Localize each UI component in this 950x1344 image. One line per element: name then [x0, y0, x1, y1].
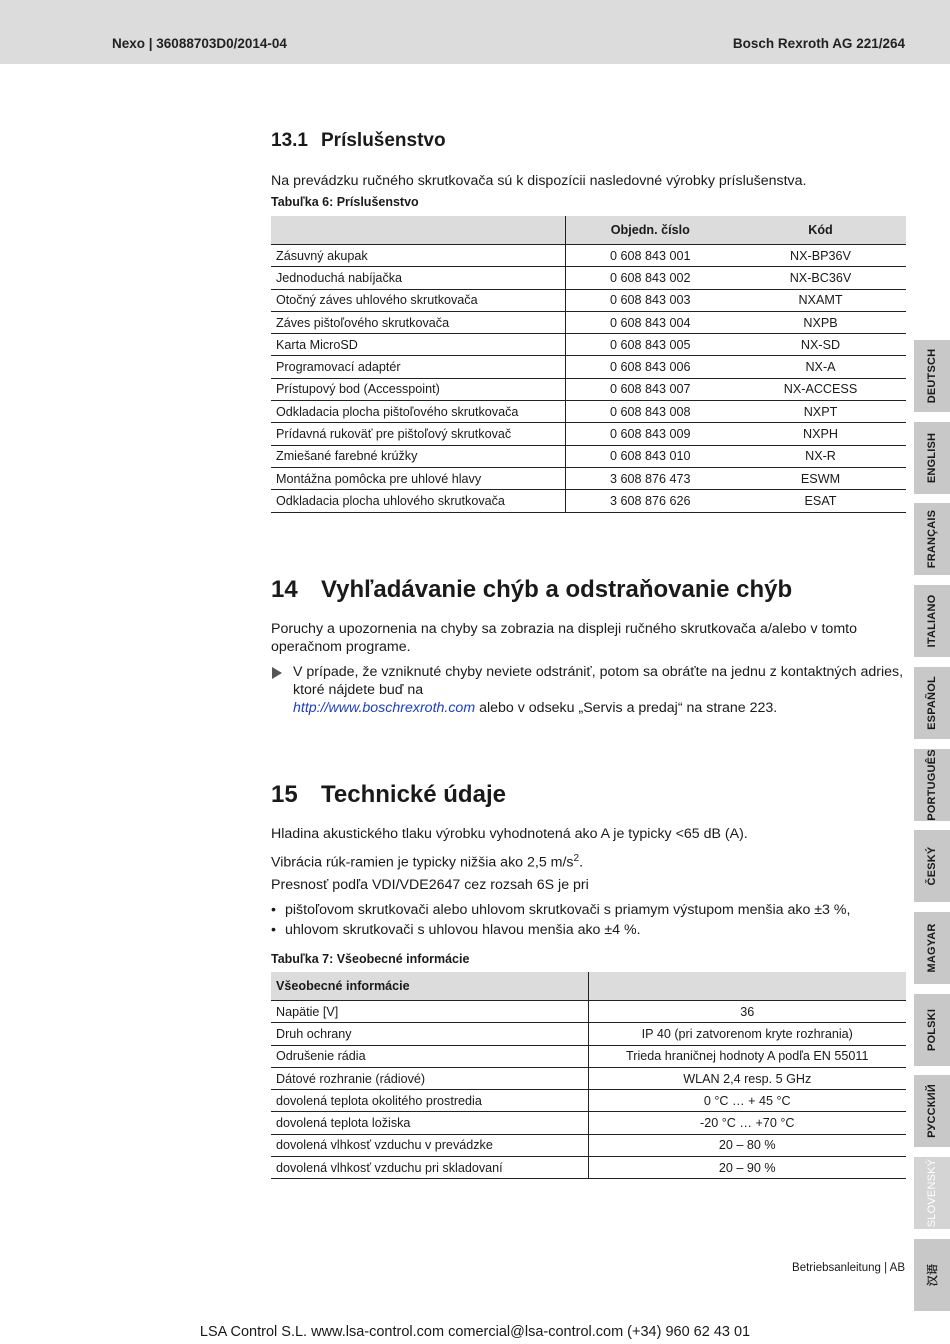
section-title: Príslušenstvo: [321, 130, 446, 151]
language-tab-label: 汉语: [927, 1263, 939, 1287]
list-item: [271, 922, 641, 938]
language-tab[interactable]: [914, 749, 950, 821]
vibration-text: [271, 850, 911, 872]
list-item: [271, 902, 850, 918]
table-row: [271, 1157, 906, 1179]
superscript: 2: [573, 853, 580, 864]
table-cell: IP 40 (pri zatvorenom kryte rozhrania): [588, 1023, 906, 1045]
language-tab-label: ESPAÑOL: [926, 676, 938, 730]
language-tab-label: PORTUGUÊS: [926, 749, 938, 821]
table-cell: Jednoduchá nabíjačka: [271, 267, 565, 289]
table-cell: 0 608 843 001: [565, 245, 735, 267]
section-number: 15: [271, 781, 298, 808]
table-header-cell: [271, 216, 565, 245]
table-cell: Zásuvný akupak: [271, 245, 565, 267]
list-item-text: pištoľovom skrutkovači alebo uhlovom skrutkovači s priamym výstupom menšia ako ±3 %,: [285, 902, 851, 918]
table-row: [271, 401, 906, 423]
table-row: [271, 467, 906, 489]
table-cell: 0 °C … + 45 °C: [588, 1090, 906, 1112]
table-cell: Prídavná rukoväť pre pištoľový skrutkovač: [271, 423, 565, 445]
period: .: [579, 854, 584, 871]
table-cell: Odkladacia plocha uhlového skrutkovača: [271, 490, 565, 512]
table-cell: 0 608 843 010: [565, 445, 735, 467]
table-cell: 0 608 843 007: [565, 378, 735, 400]
table-cell: Montážna pomôcka pre uhlové hlavy: [271, 467, 565, 489]
list-item-text: uhlovom skrutkovači s uhlovou hlavou menšia ako ±4 %.: [285, 922, 641, 938]
section-15-heading: [271, 781, 506, 809]
accessories-table: [271, 216, 906, 513]
table-cell: WLAN 2,4 resp. 5 GHz: [588, 1067, 906, 1089]
table-row: [271, 267, 906, 289]
table-cell: dovolená teplota okolitého prostredia: [271, 1090, 588, 1112]
table-cell: NXPT: [735, 401, 906, 423]
header-page-info: Bosch Rexroth AG 221/264: [732, 36, 905, 51]
language-tab-label: ITALIANO: [926, 594, 938, 648]
table-cell: NXPH: [735, 423, 906, 445]
table-row: [271, 378, 906, 400]
table-cell: Zmiešané farebné krúžky: [271, 445, 565, 467]
table-row: [271, 289, 906, 311]
page-header: [0, 0, 950, 64]
action-line-with-link: [293, 699, 913, 717]
table-cell: -20 °C … +70 °C: [588, 1112, 906, 1134]
table-row: [271, 1023, 906, 1045]
table-cell: Karta MicroSD: [271, 334, 565, 356]
table-cell: ESAT: [735, 490, 906, 512]
language-tab[interactable]: [914, 503, 950, 575]
table-row: [271, 245, 906, 267]
table-cell: 20 – 90 %: [588, 1157, 906, 1179]
action-instruction: [293, 663, 913, 717]
language-tab[interactable]: [914, 1157, 950, 1229]
table-cell: 20 – 80 %: [588, 1134, 906, 1156]
table-cell: dovolená teplota ložiska: [271, 1112, 588, 1134]
noise-level-text: Hladina akustického tlaku výrobku vyhodnotená ako A je typicky <65 dB (A).: [271, 826, 748, 842]
section-number: 14: [271, 576, 298, 603]
table-cell: Dátové rozhranie (rádiové): [271, 1067, 588, 1089]
table-header-cell: Kód: [735, 216, 906, 245]
language-tab-label: SLOVENSKÝ: [926, 1158, 938, 1228]
bullet-icon: •: [271, 922, 276, 938]
table-cell: 0 608 843 008: [565, 401, 735, 423]
section-14-intro: Poruchy a upozornenia na chyby sa zobrazia na displeji ručného skrutkovača a/alebo v tomto operačnom programe.: [271, 621, 857, 655]
table-cell: NX-R: [735, 445, 906, 467]
table-row: [271, 1001, 906, 1023]
accuracy-text: Presnosť podľa VDI/VDE2647 cez rozsah 6S je pri: [271, 877, 589, 893]
action-line: V prípade, že vzniknuté chyby neviete odstrániť, potom sa obráťte na jednu z kontaktných adries,: [293, 664, 904, 680]
table-cell: Druh ochrany: [271, 1023, 588, 1045]
language-tab-label: POLSKI: [926, 1008, 938, 1052]
header-doc-id: Nexo | 36088703D0/2014-04: [112, 36, 287, 51]
language-tab[interactable]: [914, 1239, 950, 1311]
section-13-1-heading: [271, 130, 446, 152]
bullet-icon: •: [271, 902, 276, 918]
table-row: [271, 356, 906, 378]
table-cell: Trieda hraničnej hodnoty A podľa EN 55011: [588, 1045, 906, 1067]
general-info-table: [271, 972, 906, 1179]
boschrexroth-link[interactable]: http://www.boschrexroth.com: [293, 700, 476, 716]
section-13-1-intro: Na prevádzku ručného skrutkovača sú k dispozícii nasledovné výrobky príslušenstva.: [271, 173, 807, 189]
table-cell: Napätie [V]: [271, 1001, 588, 1023]
table-row: [271, 1134, 906, 1156]
table-cell: 0 608 843 002: [565, 267, 735, 289]
table-cell: dovolená vlhkosť vzduchu pri skladovaní: [271, 1157, 588, 1179]
table-row: [271, 1067, 906, 1089]
language-tab-label: DEUTSCH: [926, 348, 938, 404]
table-cell: Otočný záves uhlového skrutkovača: [271, 289, 565, 311]
language-tab[interactable]: [914, 667, 950, 739]
section-number: 13.1: [271, 130, 308, 151]
table-cell: 0 608 843 005: [565, 334, 735, 356]
table-cell: NX-BP36V: [735, 245, 906, 267]
table-row: [271, 423, 906, 445]
language-tab[interactable]: [914, 422, 950, 494]
table-row: [271, 1045, 906, 1067]
table-cell: NXPB: [735, 311, 906, 333]
language-tab-label: РУССКИЙ: [926, 1084, 938, 1138]
table-cell: 0 608 843 004: [565, 311, 735, 333]
table-row: [271, 334, 906, 356]
section-title: Vyhľadávanie chýb a odstraňovanie chýb: [321, 576, 793, 603]
section-14-heading: [271, 576, 792, 604]
language-tab-label: ENGLISH: [926, 432, 938, 484]
table-cell: dovolená vlhkosť vzduchu v prevádzke: [271, 1134, 588, 1156]
table-7-caption: Tabuľka 7: Všeobecné informácie: [271, 952, 470, 966]
language-tab[interactable]: [914, 585, 950, 657]
language-tab[interactable]: [914, 1075, 950, 1147]
table-row: [271, 1112, 906, 1134]
table-cell: NXAMT: [735, 289, 906, 311]
action-line: ktoré nájdete buď na: [293, 682, 424, 698]
language-tab[interactable]: [914, 994, 950, 1066]
language-tab-label: MAGYAR: [926, 923, 938, 973]
table-row: [271, 1090, 906, 1112]
table-cell: 0 608 843 006: [565, 356, 735, 378]
language-tab[interactable]: [914, 340, 950, 412]
table-row: [271, 445, 906, 467]
table-cell: NX-SD: [735, 334, 906, 356]
table-cell: NX-A: [735, 356, 906, 378]
footer-contact: LSA Control S.L. www.lsa-control.com comercial@lsa-control.com (+34) 960 62 43 01: [199, 1324, 751, 1340]
table-cell: 0 608 843 003: [565, 289, 735, 311]
table-cell: Programovací adaptér: [271, 356, 565, 378]
language-tab-label: FRANÇAIS: [926, 509, 938, 569]
table-cell: 3 608 876 473: [565, 467, 735, 489]
table-cell: 36: [588, 1001, 906, 1023]
footer-doc-label: Betriebsanleitung | AB: [792, 1262, 905, 1274]
table-cell: NX-ACCESS: [735, 378, 906, 400]
language-tab[interactable]: [914, 830, 950, 902]
table-cell: Odkladacia plocha pištoľového skrutkovača: [271, 401, 565, 423]
table-cell: Prístupový bod (Accesspoint): [271, 378, 565, 400]
table-row: [271, 490, 906, 512]
table-row: [271, 311, 906, 333]
vibration-value: Vibrácia rúk-ramien je typicky nižšia ako 2,5 m/s: [271, 854, 574, 871]
language-tab[interactable]: [914, 912, 950, 984]
language-tab-label: ČESKÝ: [926, 846, 938, 886]
table-cell: 0 608 843 009: [565, 423, 735, 445]
table-header-cell: [588, 972, 906, 1001]
table-cell: 3 608 876 626: [565, 490, 735, 512]
table-cell: Záves pištoľového skrutkovača: [271, 311, 565, 333]
action-tail: alebo v odseku „Servis a predaj“ na strane 223.: [475, 700, 778, 716]
table-cell: ESWM: [735, 467, 906, 489]
table-6-caption: Tabuľka 6: Príslušenstvo: [271, 195, 419, 209]
section-title: Technické údaje: [321, 781, 506, 808]
table-header-cell: Všeobecné informácie: [271, 972, 588, 1001]
arrow-right-icon: [272, 667, 282, 679]
table-cell: NX-BC36V: [735, 267, 906, 289]
table-cell: Odrušenie rádia: [271, 1045, 588, 1067]
table-header-row: [271, 216, 906, 245]
table-header-cell: Objedn. číslo: [565, 216, 735, 245]
table-header-row: [271, 972, 906, 1001]
